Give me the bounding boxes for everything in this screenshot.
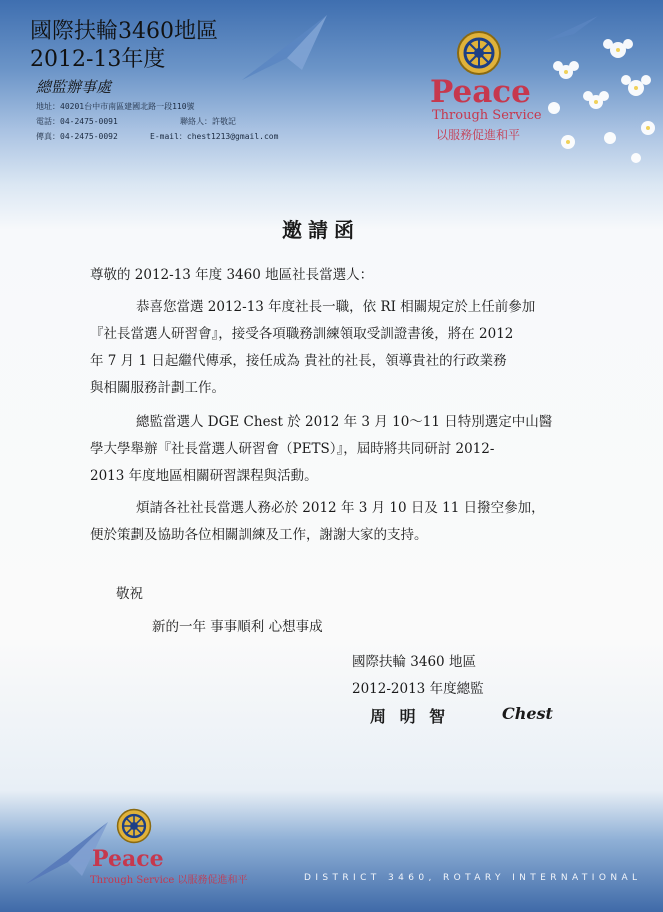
footer-district: DISTRICT 3460, ROTARY INTERNATIONAL bbox=[304, 873, 642, 883]
logo-through-service: Through Service bbox=[432, 108, 542, 123]
paragraph-1-line: 與相關服務計劃工作。 bbox=[90, 380, 225, 396]
paragraph-1-line: 『社長當選人研習會』，接受各項職務訓練領取受訓證書後，將在 2012 bbox=[90, 326, 514, 342]
fax: 傳真：04-2475-0092 bbox=[36, 132, 118, 141]
paragraph-3-line: 便於策劃及協助各位相關訓練及工作，謝謝大家的支持。 bbox=[90, 527, 428, 543]
salutation: 尊敬的 2012-13 年度 3460 地區社長當選人： bbox=[90, 267, 374, 283]
footer-slogan: 以服務促進和平 bbox=[177, 875, 248, 886]
email: E-mail：chest1213@gmail.com bbox=[150, 132, 279, 141]
footer-through: Through Service bbox=[90, 875, 175, 886]
signature-title: 2012-2013 年度總監 bbox=[352, 681, 484, 697]
wish: 新的一年 事事順利 心想事成 bbox=[152, 619, 323, 635]
crane-icon bbox=[232, 10, 332, 90]
rotary-wheel-icon bbox=[456, 30, 502, 76]
paragraph-1-line: 恭喜您當選 2012-13 年度社長一職，依 RI 相關規定於上任前參加 bbox=[136, 299, 536, 315]
paragraph-1-line: 年 7 月 1 日起繼代傳承，接任成為 貴社的社長，領導貴社的行政業務 bbox=[90, 353, 507, 369]
flowers-decoration bbox=[536, 30, 663, 170]
signature-org: 國際扶輪 3460 地區 bbox=[352, 654, 476, 670]
address: 地址：40201台中市南區建國北路一段110號 bbox=[36, 102, 195, 111]
logo-peace: Peace bbox=[430, 74, 531, 110]
contact-person: 聯絡人：許敬記 bbox=[180, 117, 236, 126]
paragraph-3-line: 煩請各社社長當選人務必於 2012 年 3 月 10 日及 11 日撥空參加， bbox=[136, 500, 545, 516]
phone: 電話：04-2475-0091 bbox=[36, 117, 118, 126]
signature-name: 周 明 智 bbox=[370, 707, 450, 726]
footer-rotary-wheel-icon bbox=[116, 808, 152, 844]
paragraph-2-line: 總監當選人 DGE Chest 於 2012 年 3 月 10～11 日特別選定中山醫 bbox=[136, 414, 553, 430]
logo-slogan: 以服務促進和平 bbox=[436, 128, 521, 142]
letter-title: 邀請函 bbox=[282, 218, 360, 242]
footer-through-service bbox=[90, 871, 247, 886]
district-name: 國際扶輪3460地區 bbox=[30, 19, 218, 44]
office-name: 總監辦事處 bbox=[36, 78, 112, 96]
paragraph-2-line: 學大學舉辦『社長當選人研習會（PETS）』，屆時將共同研討 2012- bbox=[90, 441, 495, 457]
footer-peace: Peace bbox=[92, 846, 164, 872]
district-year: 2012-13年度 bbox=[30, 47, 166, 72]
closing: 敬祝 bbox=[116, 586, 143, 602]
signature-english: Chest bbox=[502, 704, 553, 723]
paragraph-2-line: 2013 年度地區相關研習課程與活動。 bbox=[90, 468, 318, 484]
